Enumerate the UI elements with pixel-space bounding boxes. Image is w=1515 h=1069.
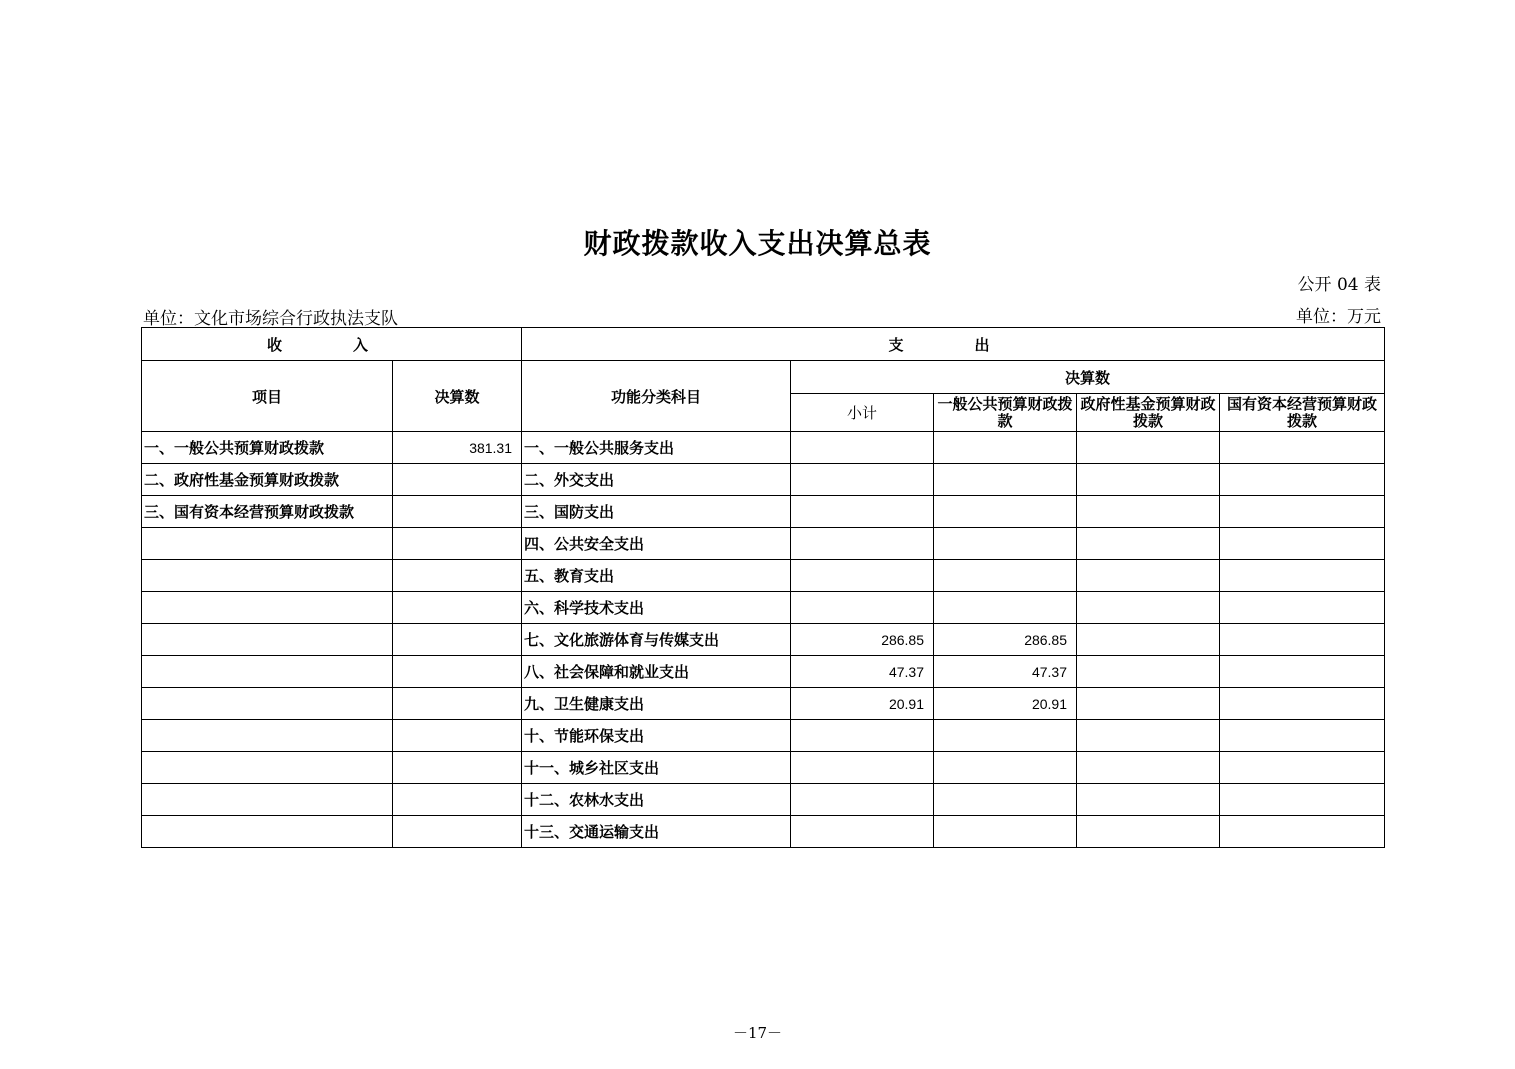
table-row <box>142 656 1385 688</box>
expense-header: 支 出 <box>522 328 1385 361</box>
state-capital-cell <box>1220 816 1385 848</box>
general-budget-cell <box>934 720 1077 752</box>
income-item-cell <box>142 560 393 592</box>
expense-item-cell: 十一、城乡社区支出 <box>522 752 791 784</box>
gov-fund-cell <box>1077 464 1220 496</box>
general-budget-cell <box>934 464 1077 496</box>
income-item-cell <box>142 592 393 624</box>
income-header: 收 入 <box>142 328 522 361</box>
income-item-cell: 一、一般公共预算财政拨款 <box>142 432 393 464</box>
item-header: 项目 <box>142 361 393 432</box>
expense-item-cell: 六、科学技术支出 <box>522 592 791 624</box>
gov-fund-header: 政府性基金预算财政拨款 <box>1077 394 1220 432</box>
income-item-cell: 三、国有资本经营预算财政拨款 <box>142 496 393 528</box>
gov-fund-cell <box>1077 528 1220 560</box>
gov-fund-cell <box>1077 816 1220 848</box>
expense-item-cell: 十二、农林水支出 <box>522 784 791 816</box>
income-amount-cell <box>393 688 522 720</box>
subtotal-cell <box>791 464 934 496</box>
general-budget-cell <box>934 528 1077 560</box>
state-capital-cell <box>1220 720 1385 752</box>
income-item-cell <box>142 688 393 720</box>
general-budget-cell <box>934 784 1077 816</box>
table-row <box>142 432 1385 464</box>
table-row <box>142 624 1385 656</box>
general-budget-cell <box>934 432 1077 464</box>
expense-item-cell: 一、一般公共服务支出 <box>522 432 791 464</box>
table-row <box>142 528 1385 560</box>
expense-item-cell: 四、公共安全支出 <box>522 528 791 560</box>
table-row <box>142 464 1385 496</box>
income-amount-cell <box>393 720 522 752</box>
table-row <box>142 592 1385 624</box>
subtotal-cell <box>791 528 934 560</box>
expense-item-cell: 七、文化旅游体育与传媒支出 <box>522 624 791 656</box>
table-row <box>142 752 1385 784</box>
expense-item-cell: 三、国防支出 <box>522 496 791 528</box>
subtotal-cell: 20.91 <box>791 688 934 720</box>
general-budget-header: 一般公共预算财政拨款 <box>934 394 1077 432</box>
subtotal-cell <box>791 720 934 752</box>
subtotal-header: 小计 <box>791 394 934 432</box>
gov-fund-cell <box>1077 784 1220 816</box>
income-item-cell <box>142 528 393 560</box>
state-capital-cell <box>1220 656 1385 688</box>
subtotal-cell <box>791 496 934 528</box>
table-header <box>142 328 1385 432</box>
income-amount-cell <box>393 560 522 592</box>
state-capital-cell <box>1220 592 1385 624</box>
table-row <box>142 496 1385 528</box>
subtotal-cell <box>791 432 934 464</box>
income-amount-cell <box>393 592 522 624</box>
table-row <box>142 784 1385 816</box>
general-budget-cell <box>934 752 1077 784</box>
general-budget-cell: 20.91 <box>934 688 1077 720</box>
expense-item-cell: 五、教育支出 <box>522 560 791 592</box>
gov-fund-cell <box>1077 496 1220 528</box>
subtotal-cell <box>791 592 934 624</box>
state-capital-cell <box>1220 784 1385 816</box>
table-row <box>142 688 1385 720</box>
subtotal-cell <box>791 752 934 784</box>
state-capital-cell <box>1220 496 1385 528</box>
gov-fund-cell <box>1077 688 1220 720</box>
state-capital-cell <box>1220 432 1385 464</box>
income-amount-cell <box>393 816 522 848</box>
income-amount-cell <box>393 784 522 816</box>
state-capital-cell <box>1220 624 1385 656</box>
table-body <box>142 432 1385 848</box>
general-budget-cell <box>934 560 1077 592</box>
state-capital-cell <box>1220 560 1385 592</box>
gov-fund-cell <box>1077 592 1220 624</box>
gov-fund-cell <box>1077 752 1220 784</box>
unit-organization: 单位：文化市场综合行政执法支队 <box>143 309 398 329</box>
amount-header: 决算数 <box>393 361 522 432</box>
income-item-cell <box>142 816 393 848</box>
income-item-cell <box>142 656 393 688</box>
income-item-cell <box>142 624 393 656</box>
unit-currency: 单位：万元 <box>1296 307 1381 327</box>
subtotal-cell: 286.85 <box>791 624 934 656</box>
page-number: －17－ <box>732 1024 783 1042</box>
general-budget-cell: 286.85 <box>934 624 1077 656</box>
gov-fund-cell <box>1077 656 1220 688</box>
table-row <box>142 560 1385 592</box>
expense-item-cell: 十三、交通运输支出 <box>522 816 791 848</box>
general-budget-cell <box>934 816 1077 848</box>
subtotal-cell <box>791 816 934 848</box>
income-amount-cell <box>393 528 522 560</box>
expense-item-cell: 十、节能环保支出 <box>522 720 791 752</box>
income-amount-cell <box>393 464 522 496</box>
final-amount-header: 决算数 <box>791 361 1385 394</box>
subtotal-cell <box>791 560 934 592</box>
form-number: 公开 04 表 <box>1297 275 1381 295</box>
gov-fund-cell <box>1077 624 1220 656</box>
income-amount-cell <box>393 624 522 656</box>
income-item-cell <box>142 784 393 816</box>
gov-fund-cell <box>1077 432 1220 464</box>
general-budget-cell <box>934 496 1077 528</box>
state-capital-header: 国有资本经营预算财政拨款 <box>1220 394 1385 432</box>
expense-item-cell: 八、社会保障和就业支出 <box>522 656 791 688</box>
gov-fund-cell <box>1077 720 1220 752</box>
income-item-cell: 二、政府性基金预算财政拨款 <box>142 464 393 496</box>
subtotal-cell: 47.37 <box>791 656 934 688</box>
table-row <box>142 720 1385 752</box>
general-budget-cell: 47.37 <box>934 656 1077 688</box>
gov-fund-cell <box>1077 560 1220 592</box>
table-row <box>142 816 1385 848</box>
income-amount-cell: 381.31 <box>393 432 522 464</box>
state-capital-cell <box>1220 688 1385 720</box>
expense-item-cell: 九、卫生健康支出 <box>522 688 791 720</box>
state-capital-cell <box>1220 464 1385 496</box>
income-amount-cell <box>393 752 522 784</box>
subtotal-cell <box>791 784 934 816</box>
budget-table <box>141 327 1385 848</box>
income-item-cell <box>142 720 393 752</box>
income-item-cell <box>142 752 393 784</box>
category-header: 功能分类科目 <box>522 361 791 432</box>
income-amount-cell <box>393 496 522 528</box>
general-budget-cell <box>934 592 1077 624</box>
expense-item-cell: 二、外交支出 <box>522 464 791 496</box>
income-amount-cell <box>393 656 522 688</box>
page-title: 财政拨款收入支出决算总表 <box>583 227 932 260</box>
state-capital-cell <box>1220 752 1385 784</box>
state-capital-cell <box>1220 528 1385 560</box>
